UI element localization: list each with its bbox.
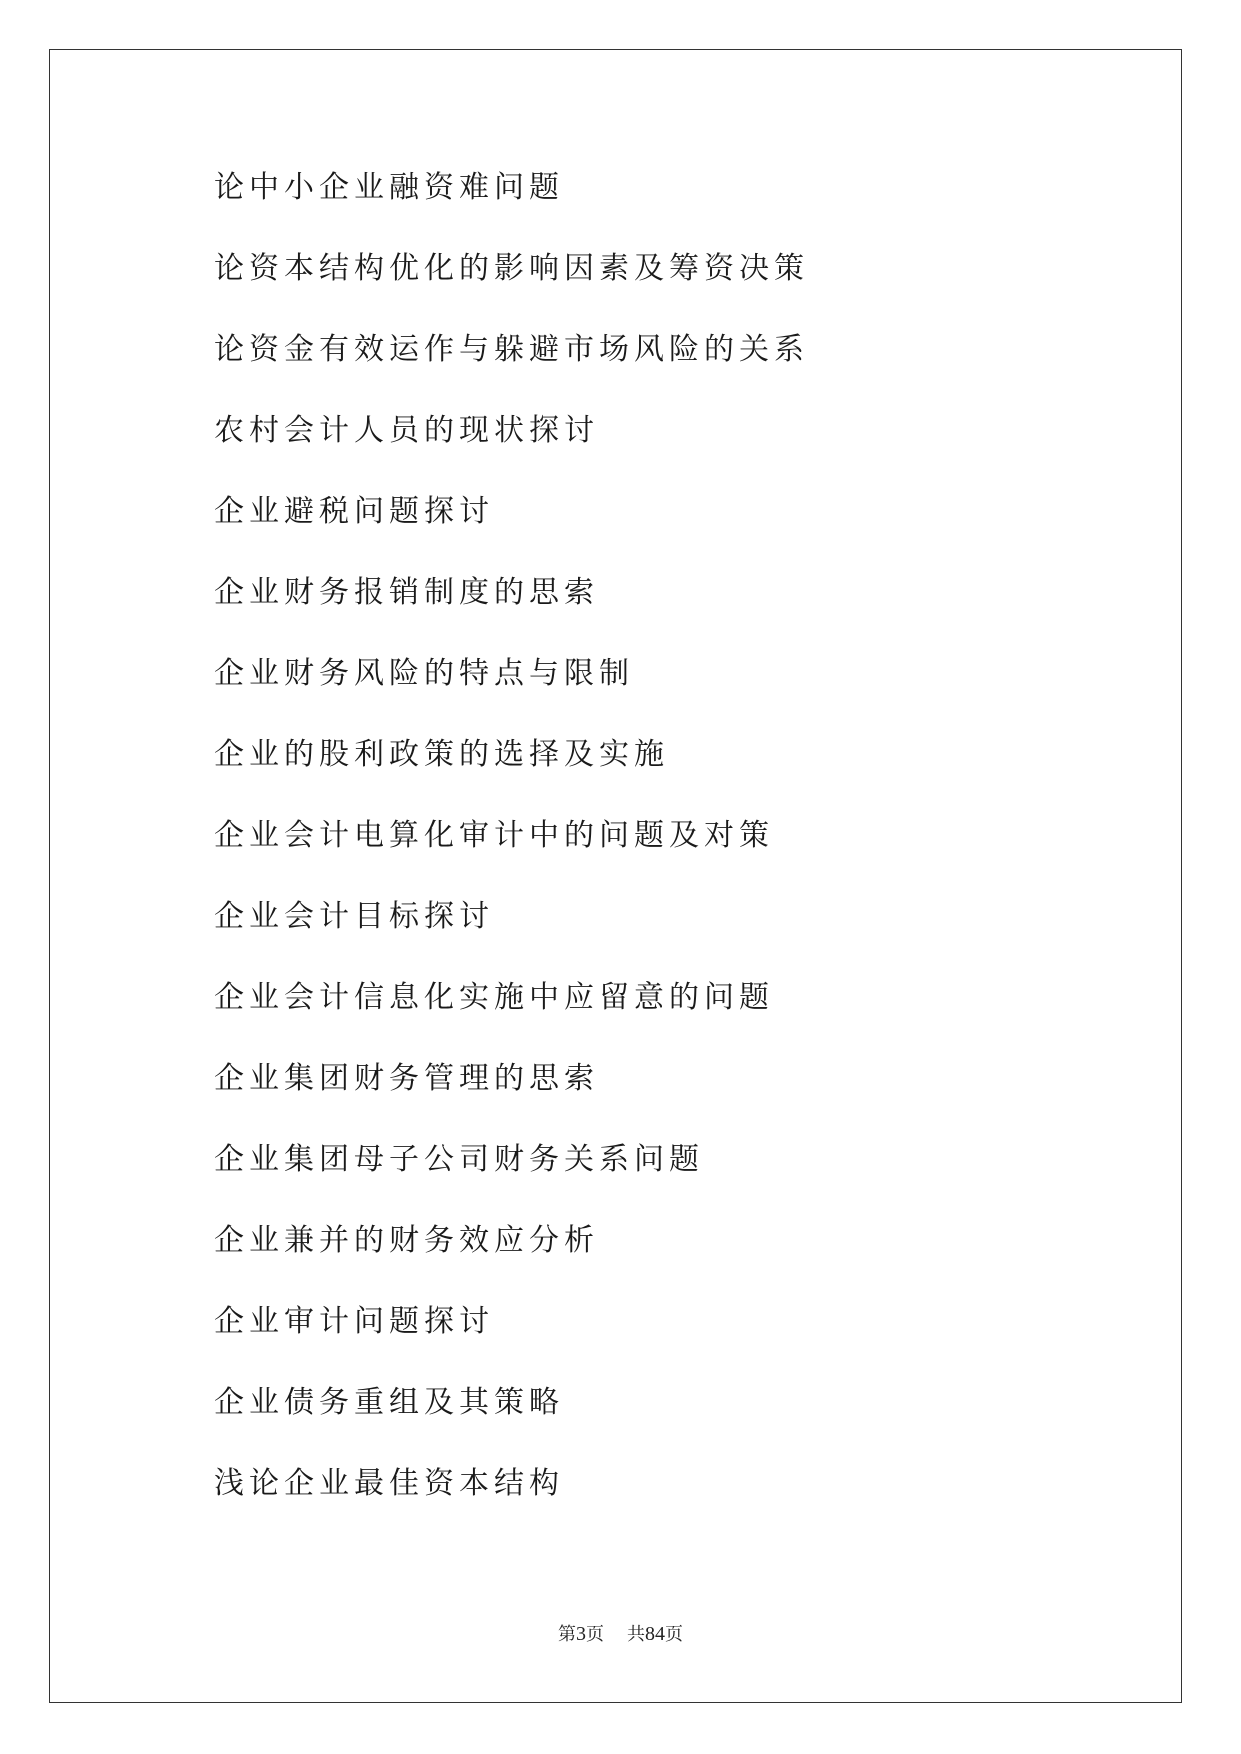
list-item: 论资金有效运作与躲避市场风险的关系 (214, 332, 809, 367)
list-item: 企业兼并的财务效应分析 (214, 1223, 599, 1258)
list-item: 论中小企业融资难问题 (214, 170, 564, 205)
list-item: 企业集团财务管理的思索 (214, 1061, 599, 1096)
list-item: 农村会计人员的现状探讨 (214, 413, 599, 448)
list-item: 企业财务报销制度的思索 (214, 575, 599, 610)
list-item: 企业审计问题探讨 (214, 1304, 494, 1339)
list-item: 企业债务重组及其策略 (214, 1385, 564, 1420)
total-prefix: 共 (626, 1624, 645, 1645)
list-item: 企业避税问题探讨 (214, 494, 494, 529)
thesis-title-list (214, 168, 809, 1545)
page-suffix: 页 (586, 1624, 605, 1645)
list-item: 企业集团母子公司财务关系问题 (214, 1142, 704, 1177)
total-suffix: 页 (664, 1624, 683, 1645)
list-item: 企业会计目标探讨 (214, 899, 494, 934)
list-item: 企业会计信息化实施中应留意的问题 (214, 980, 774, 1015)
total-page-count: 84 (644, 1623, 665, 1645)
list-item: 论资本结构优化的影响因素及筹资决策 (214, 251, 809, 286)
list-item: 浅论企业最佳资本结构 (214, 1466, 564, 1501)
page-prefix: 第 (558, 1624, 577, 1645)
list-item: 企业的股利政策的选择及实施 (214, 737, 669, 772)
list-item: 企业财务风险的特点与限制 (214, 656, 634, 691)
current-page-number: 3 (576, 1623, 587, 1645)
list-item: 企业会计电算化审计中的问题及对策 (214, 818, 774, 853)
page-footer (0, 1622, 1241, 1647)
